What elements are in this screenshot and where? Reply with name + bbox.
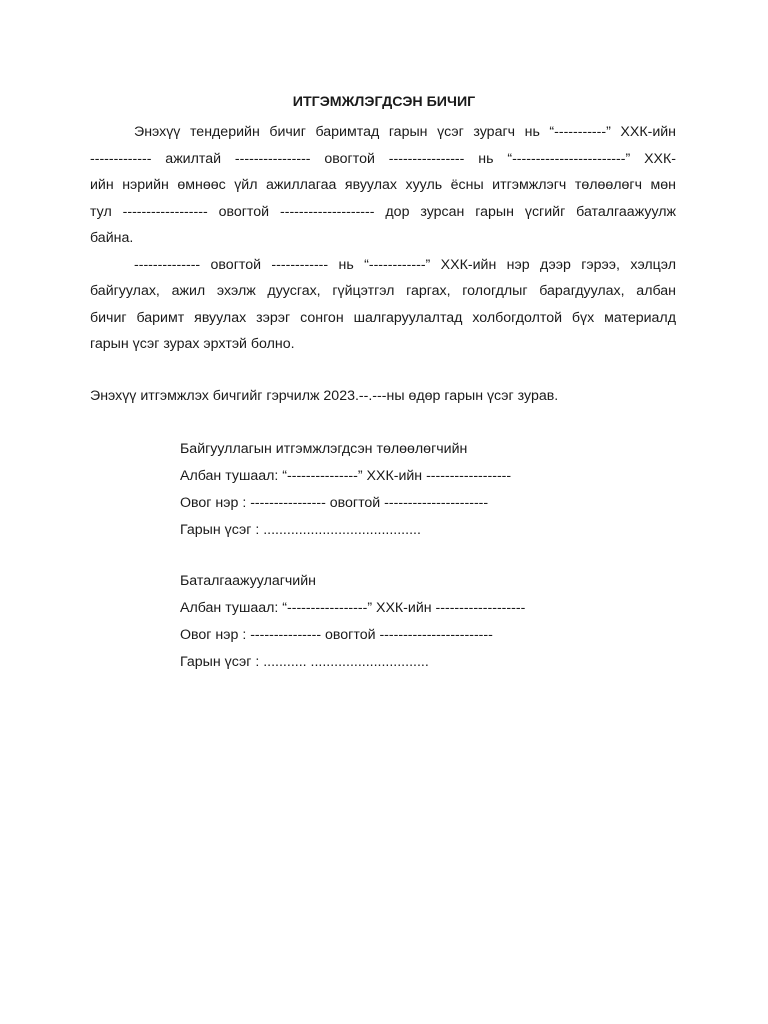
document-body [90,119,676,358]
text-line: байна. [90,230,134,246]
signatory-name: Овог нэр : ---------------- овогтой ---------------------- [180,495,489,511]
signatory-block-verifier [180,568,525,676]
paragraph-rights [90,252,676,358]
text-line: Энэхүү тендерийн бичиг баримтад гарын үсэг зурагч нь “-----------” ХХК-ийн [134,124,676,140]
text-line: бичиг баримт явуулах зэрэг сонгон шалгаруулалтад холбогдолтой бүх материалд [90,309,676,326]
signatory-block-representative [180,436,511,544]
signatory-position: Албан тушаал: “---------------” ХХК-ийн ------------------ [180,468,512,484]
signatory-heading: Байгууллагын итгэмжлэгдсэн төлөөлөгчийн [180,441,468,457]
signatory-name: Овог нэр : --------------- овогтой ------------------------ [180,627,493,643]
signatory-position: Албан тушаал: “-----------------” ХХК-ийн ------------------- [180,600,526,616]
text-line: ийн нэрийн өмнөөс үйл ажиллагаа явуулах хууль ёсны итгэмжлэгч төлөөлөгч мөн [90,177,676,193]
paragraph-authorization [90,119,676,252]
text-line: гарын үсэг зурах эрхтэй болно. [90,336,295,352]
signatory-heading: Баталгаажуулагчийн [180,573,316,589]
document-title: ИТГЭМЖЛЭГДСЭН БИЧИГ [292,94,476,110]
text-line: ------------- ажилтай ---------------- овогтой ---------------- нь “------------------------” ХХК- [90,150,676,167]
text-line: -------------- овогтой ------------ нь “------------” ХХК-ийн нэр дээр гэрээ, хэлцэл [134,256,676,273]
text-line: тул ------------------ овогтой -------------------- дор зурсан гарын үсгийг баталгаажуулж [90,203,676,220]
text-line: байгуулах, ажил эхэлж дуусгах, гүйцэтгэл гаргах, гологдлыг барагдуулах, албан [90,283,676,299]
signatory-signature: Гарын үсэг : ........... .............................. [180,654,429,670]
closing-statement: Энэхүү итгэмжлэх бичгийг гэрчилж 2023.--.---ны өдөр гарын үсэг зурав. [90,388,559,404]
signatory-signature: Гарын үсэг : ........................................ [180,522,421,538]
